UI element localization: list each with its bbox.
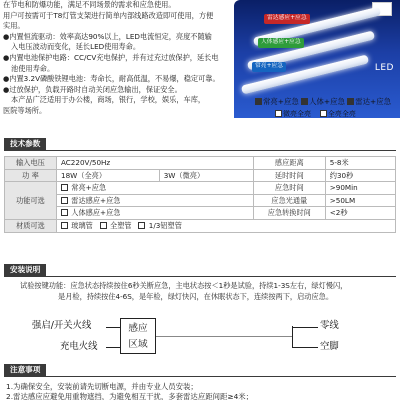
table-row — [5, 207, 396, 220]
note-line: 2.雷达感应应避免用重物遮挡，为避免相互干扰，多套雷达应距间距≥4米； — [6, 392, 254, 400]
table-cell-option — [57, 194, 254, 207]
table-cell-label: 输入电压 — [5, 157, 57, 170]
table-cell-label: 材质可选 — [5, 219, 57, 232]
table-cell-value: 3W（微亮） — [159, 169, 253, 182]
checkbox-icon — [61, 184, 68, 191]
table-row — [5, 169, 396, 182]
legend-item: 微亮全亮 — [283, 110, 311, 118]
note-line: 1.为确保安全，安装前请先切断电源，并由专业人员安装； — [6, 382, 198, 391]
table-cell-label: 感应距离 — [253, 157, 325, 170]
table-cell-option — [57, 219, 396, 232]
option-label: 全塑管 — [110, 220, 132, 230]
box-label: 感应 — [128, 323, 148, 334]
section-divider — [4, 376, 396, 377]
table-cell-option — [57, 182, 254, 195]
intro-text — [3, 0, 231, 117]
option-label: 人体感应+应急 — [71, 208, 121, 218]
section-divider — [4, 150, 396, 151]
install-text — [20, 280, 390, 302]
checkbox-icon — [320, 110, 327, 117]
table-cell-label: 应急转换时间 — [253, 207, 325, 220]
wire-line — [106, 347, 120, 348]
table-cell-value: >50LM — [325, 194, 395, 207]
checkbox-icon — [301, 98, 308, 105]
checkbox-icon — [138, 222, 145, 229]
wire-label-charge: 充电火线 — [60, 341, 98, 352]
table-row — [5, 194, 396, 207]
checkbox-icon — [61, 209, 68, 216]
option-label: 雷达感应+应急 — [71, 195, 121, 205]
product-tag: 人体感应+应急 — [258, 38, 304, 48]
product-tag: 雷达感应+应急 — [264, 14, 310, 24]
intro-line: 池使用寿命。 — [11, 63, 55, 73]
checkbox-icon — [100, 222, 107, 229]
intro-line: ●过放保护，负载开路时自动关闭应急输出，保证安全。 — [3, 84, 182, 94]
wire-line — [106, 327, 120, 328]
product-tag: 常亮+应急 — [252, 62, 286, 72]
intro-line: ●内置恒流驱动：效率高达90%以上，LED电流恒定，亮度不随输 — [3, 31, 212, 41]
box-label: 区域 — [128, 339, 148, 350]
install-section-header: 安装说明 — [4, 264, 46, 276]
spec-section-header: 技术参数 — [4, 138, 46, 150]
table-cell-option — [57, 207, 254, 220]
install-line: 试验按键功能：应急状态持续按住6秒关断应急，主电状态按＜1秒是试验，持续1-3S左右，绿灯慢闪， — [20, 281, 348, 290]
legend-item: 全亮全亮 — [327, 110, 356, 118]
intro-line: 用户可按需可于T8灯管支架进行简单内部线路改造即可使用，方便 — [3, 10, 214, 20]
table-row — [5, 182, 396, 195]
table-cell-value: 约30秒 — [325, 169, 395, 182]
legend-item: 人体+应急 — [309, 97, 345, 106]
intro-line: ●内置电池保护电路：CC/CV充电保护，并有过充过放保护，延长电 — [3, 52, 219, 62]
table-cell-label: 功 率 — [5, 169, 57, 182]
wire-label-zero: 零线 — [320, 320, 339, 331]
option-label: 玻璃管 — [71, 220, 93, 230]
table-cell-value: 18W（全亮） — [57, 169, 160, 182]
wire-label-strong: 强启/开关火线 — [32, 320, 92, 331]
checkbox-icon — [61, 222, 68, 229]
intro-line: 实用。 — [3, 21, 25, 31]
table-cell-value: <2秒 — [325, 207, 395, 220]
wire-label-empty: 空脚 — [320, 341, 339, 352]
legend-item: 雷达+应急 — [355, 97, 392, 106]
tube-line — [156, 336, 292, 337]
legend-item: 常亮+应急 — [263, 97, 299, 106]
intro-line: 在节电和防爆功能，满足不同场景的需求和应急使用。 — [3, 0, 176, 9]
intro-line: 医院等场所。 — [3, 105, 47, 115]
spec-table — [4, 156, 396, 233]
intro-line: ●内置3.2V磷酸铁锂电池：寿命长，耐高低温，不易爆，稳定可靠。 — [3, 74, 220, 84]
legend-row-1 — [255, 97, 391, 107]
install-line: 是月检，持续按住4-6S，是年检，绿灯快闪，在休眠状态下，连续按两下，启动应急。 — [58, 292, 334, 301]
legend-row-2 — [275, 110, 356, 119]
table-cell-value: AC220V/50Hz — [57, 157, 254, 170]
led-logo: LED — [374, 63, 394, 73]
sensor-area-box — [120, 318, 156, 354]
wire-line — [292, 327, 318, 328]
option-label: 常亮+应急 — [71, 183, 107, 193]
wire-line — [292, 347, 318, 348]
section-divider — [4, 276, 396, 277]
notes-section-header: 注意事项 — [4, 364, 46, 376]
table-cell-label: 功能可选 — [5, 182, 57, 220]
table-cell-label: 应急时间 — [253, 182, 325, 195]
table-cell-value: >90Min — [325, 182, 395, 195]
checkbox-icon — [347, 98, 354, 105]
notes-text — [6, 382, 398, 400]
checkbox-icon — [275, 110, 282, 117]
checkbox-icon — [255, 98, 262, 105]
table-cell-label: 应急光通量 — [253, 194, 325, 207]
table-row — [5, 157, 396, 170]
wire-line — [292, 326, 293, 348]
table-cell-value: 5-8米 — [325, 157, 395, 170]
intro-line: 入电压波动而变化，延长LED使用寿命。 — [11, 42, 141, 52]
table-cell-label: 延时时间 — [253, 169, 325, 182]
checkbox-icon — [61, 197, 68, 204]
top-section — [0, 0, 400, 140]
intro-line: 本产品广泛适用于办公楼，商场，银行，学校，娱乐，车库， — [11, 95, 206, 105]
table-row — [5, 219, 396, 232]
option-label: 1/3铝塑管 — [148, 220, 182, 230]
